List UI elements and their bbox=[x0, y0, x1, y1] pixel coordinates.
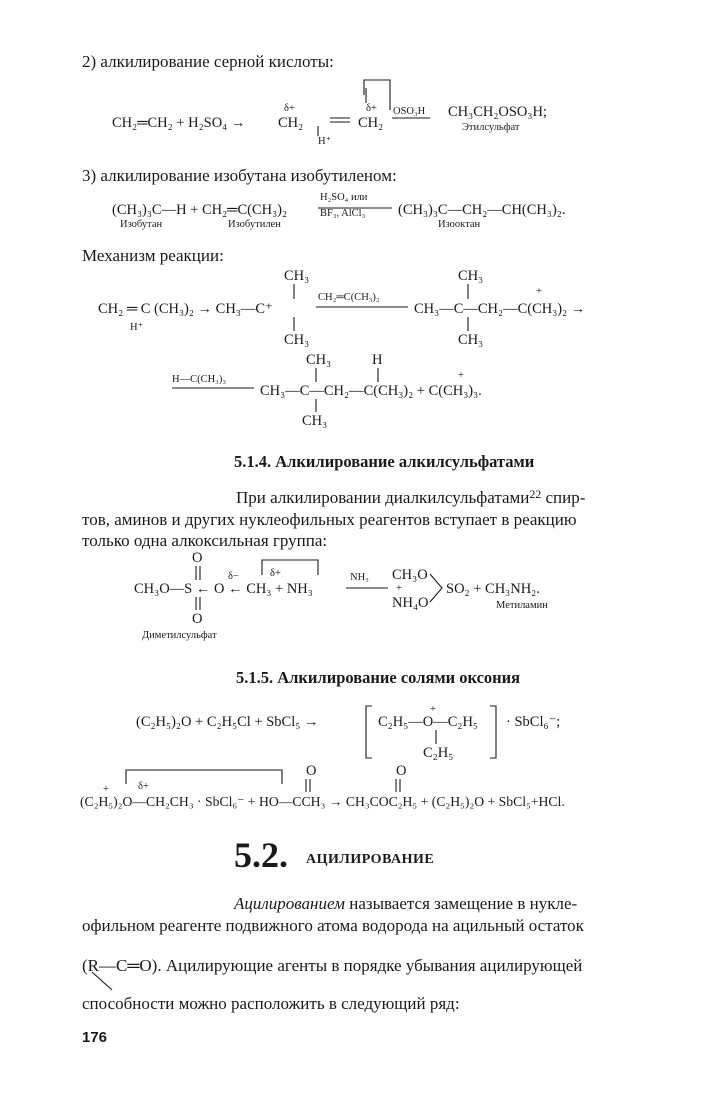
eq2-delta-2: δ+ bbox=[366, 103, 377, 114]
eq515-anion: · SbCl₆⁻; bbox=[506, 714, 561, 730]
eq3-reactants: (CH₃)₃C—H + CH₂═C(CH₃)₂ bbox=[112, 202, 288, 218]
mech1-product: CH₃—C—CH₂—C(CH₃)₂ → bbox=[414, 301, 586, 317]
eq2-ch2-b: CH₂ bbox=[358, 115, 384, 131]
eq515b-plus: + bbox=[103, 784, 109, 795]
mech2-plus: + bbox=[458, 370, 464, 381]
heading-5-2-title: АЦИЛИРОВАНИЕ bbox=[306, 852, 435, 867]
eq515b-o1: O bbox=[306, 763, 317, 779]
eq2-product: CH₃CH₂OSO₃H; bbox=[448, 104, 547, 120]
mech1-plus: + bbox=[536, 286, 542, 297]
section-3-label: 3) алкилирование изобутана изобутиленом: bbox=[82, 166, 397, 185]
eq515-oxonium: C₂H₅—O—C₂H₅ bbox=[378, 714, 478, 730]
para-52-line4: способности можно расположить в следующий ряд: bbox=[82, 994, 460, 1013]
para-52-line2: офильном реагенте подвижного атома водорода на ацильный остаток bbox=[82, 916, 584, 935]
page-number: 176 bbox=[82, 1029, 108, 1046]
eq3-condition-top: H₂SO₄ или bbox=[320, 192, 368, 203]
eq515b-o2: O bbox=[396, 763, 407, 779]
eq514-nh4o: NH₄O bbox=[392, 595, 429, 611]
eq2-oso3h: OSO₃H bbox=[393, 106, 426, 117]
eq514-name-methylamine: Метиламин bbox=[496, 600, 548, 611]
heading-5-2-number: 5.2. bbox=[234, 835, 288, 875]
mech1-hplus: H⁺ bbox=[130, 322, 144, 333]
eq515-c2h5: C₂H₅ bbox=[423, 745, 454, 761]
eq515-left: (C₂H₅)₂O + C₂H₅Cl + SbCl₅ → bbox=[136, 714, 319, 730]
para-52-line1: Ацилированием называется замещение в нукле- bbox=[234, 894, 578, 913]
para-514-line1: При алкилировании диалкилсульфатами$^{22}$ спир- bbox=[236, 487, 586, 507]
eq3-name-isooctane: Изооктан bbox=[438, 219, 481, 230]
eq515b-delta-plus: δ+ bbox=[138, 781, 149, 792]
mech1-ch3-bottom: CH₃ bbox=[284, 332, 310, 348]
eq515-oxonium-plus: + bbox=[430, 704, 436, 715]
para-514-line3: только одна алкоксильная группа: bbox=[82, 531, 328, 550]
eq514-delta-plus: δ+ bbox=[270, 568, 281, 579]
eq3-name-isobutylene: Изобутилен bbox=[228, 219, 281, 230]
mech1-p-ch3-top: CH₃ bbox=[458, 268, 484, 284]
mech2-ch3-top: CH₃ bbox=[306, 352, 332, 368]
mech1-ch3-top: CH₃ bbox=[284, 268, 310, 284]
eq515b-main: (C₂H₅)₂O—CH₂CH₃ · SbCl₆⁻ + HO—CCH₃ → CH₃COC₂H₅ + (C₂H₅)₂O + SbCl₅+HCl. bbox=[80, 794, 565, 809]
mech2-ch3-bottom: CH₃ bbox=[302, 413, 328, 429]
eq3-condition-bottom: BF₃, AlCl₃ bbox=[320, 208, 366, 219]
section-2-label: 2) алкилирование серной кислоты: bbox=[82, 52, 334, 71]
eq514-arrow-nh3: NH₃ bbox=[350, 572, 369, 583]
eq3-product: (CH₃)₃C—CH₂—CH(CH₃)₂. bbox=[398, 202, 566, 218]
eq514-plus: + bbox=[396, 583, 402, 594]
heading-5-1-4: 5.1.4. Алкилирование алкилсульфатами bbox=[234, 452, 535, 471]
eq3-name-isobutane: Изобутан bbox=[120, 219, 163, 230]
mech1-arrow-label: CH₂═C(CH₃)₂ bbox=[318, 292, 380, 303]
eq514-ch3o: CH₃O bbox=[392, 567, 428, 583]
eq514-main: CH₃O—S ← O ← CH₃ + NH₃ bbox=[134, 581, 313, 597]
eq2-product-name: Этилсульфат bbox=[462, 122, 520, 133]
para-52-line3: (R—C═O). Ацилирующие агенты в порядке убывания ацилирующей bbox=[82, 956, 583, 975]
mechanism-label: Механизм реакции: bbox=[82, 246, 224, 265]
para-514-line2: тов, аминов и других нуклеофильных реагентов вступает в реакцию bbox=[82, 510, 577, 529]
mech1-start: CH₂ ═ C (CH₃)₂ → CH₃—C⁺ bbox=[98, 301, 273, 317]
eq2-hplus: H⁺ bbox=[318, 136, 332, 147]
eq2-ch2-a: CH₂ bbox=[278, 115, 304, 131]
eq514-delta-minus: δ− bbox=[228, 571, 239, 582]
eq2-bracket bbox=[364, 80, 390, 110]
mech1-p-ch3-bottom: CH₃ bbox=[458, 332, 484, 348]
eq514-so2: SO₂ + CH₃NH₂. bbox=[446, 581, 540, 597]
eq2-delta-1: δ+ bbox=[284, 103, 295, 114]
eq514-name-dimethylsulfate: Диметилсульфат bbox=[142, 630, 217, 641]
mech2-arrow-label: H—C(CH₃)₃ bbox=[172, 374, 226, 385]
heading-5-1-5: 5.1.5. Алкилирование солями оксония bbox=[236, 668, 521, 687]
eq514-o-bottom: O bbox=[192, 611, 203, 627]
eq514-o-top: O bbox=[192, 550, 203, 566]
mech2-product: CH₃—C—CH₂—C(CH₃)₂ + C(CH₃)₃. bbox=[260, 383, 482, 399]
mech2-h: H bbox=[372, 352, 383, 368]
eq2-reactants: CH₂═CH₂ + H₂SO₄ → bbox=[112, 115, 246, 131]
